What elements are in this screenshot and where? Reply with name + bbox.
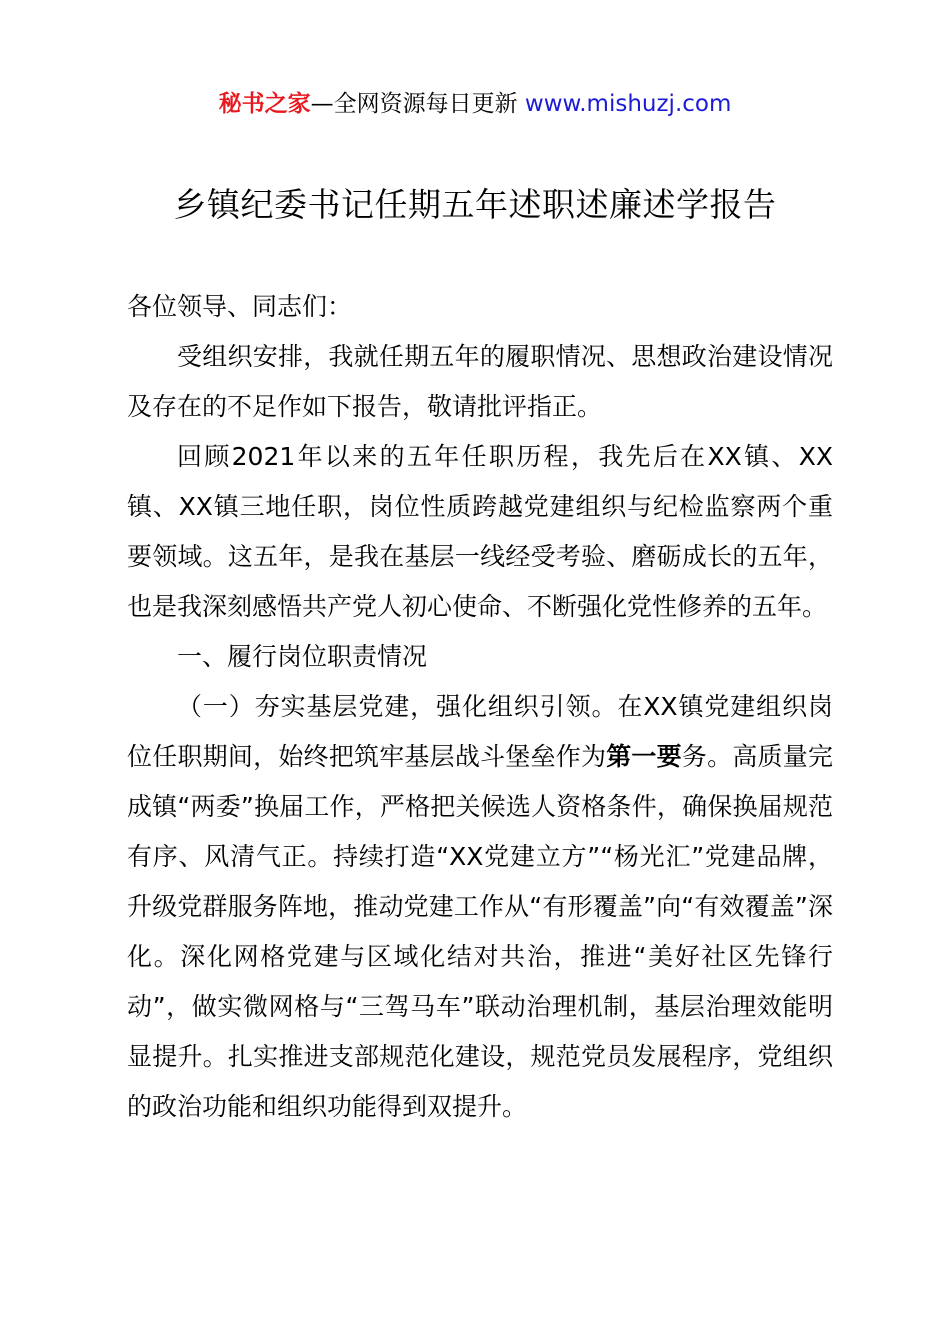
subsection-lead: （一）夯实基层党建，强化组织引领。在XX镇党建组织岗位任职期间，始终把筑牢基层战斗堡垒作为 [127,692,833,771]
subsection-paragraph [127,682,833,1132]
section-heading: 一、履行岗位职责情况 [177,642,428,671]
brand-name: 秘书之家 [218,91,311,117]
brand-url[interactable]: www.mishuzj.com [524,91,732,117]
subsection-rest: 务。高质量完成镇“两委”换届工作，严格把关候选人资格条件，确保换届规范有序、风清气正。持续打造“XX党建立方”“杨光汇”党建品牌，升级党群服务阵地，推动党建工作从“有形覆盖”向“有效覆盖”深化。深化网格党建与区域化结对共治，推进“美好社区先锋行动”，做实微网格与“三驾马车”联动治理机制，基层治理效能明显提升。扎实推进支部规范化建设，规范党员发展程序，党组织的政治功能和组织功能得到双提升。 [127,742,833,1121]
document-body [127,282,833,1132]
document-title: 乡镇纪委书记任期五年述职述廉述学报告 [173,185,777,224]
intro-paragraph: 受组织安排，我就任期五年的履职情况、思想政治建设情况及存在的不足作如下报告，敬请批评指正。 [127,342,833,421]
brand-slogan: —全网资源每日更新 [310,91,518,117]
review-paragraph: 回顾2021年以来的五年任职历程，我先后在XX镇、XX镇、XX镇三地任职，岗位性质跨越党建组织与纪检监察两个重要领域。这五年，是我在基层一线经受考验、磨砺成长的五年，也是我深刻感悟共产党人初心使命、不断强化党性修养的五年。 [127,442,833,621]
site-header [0,88,950,120]
bold-emphasis: 第一要 [606,742,682,771]
salutation: 各位领导、同志们： [127,292,353,321]
